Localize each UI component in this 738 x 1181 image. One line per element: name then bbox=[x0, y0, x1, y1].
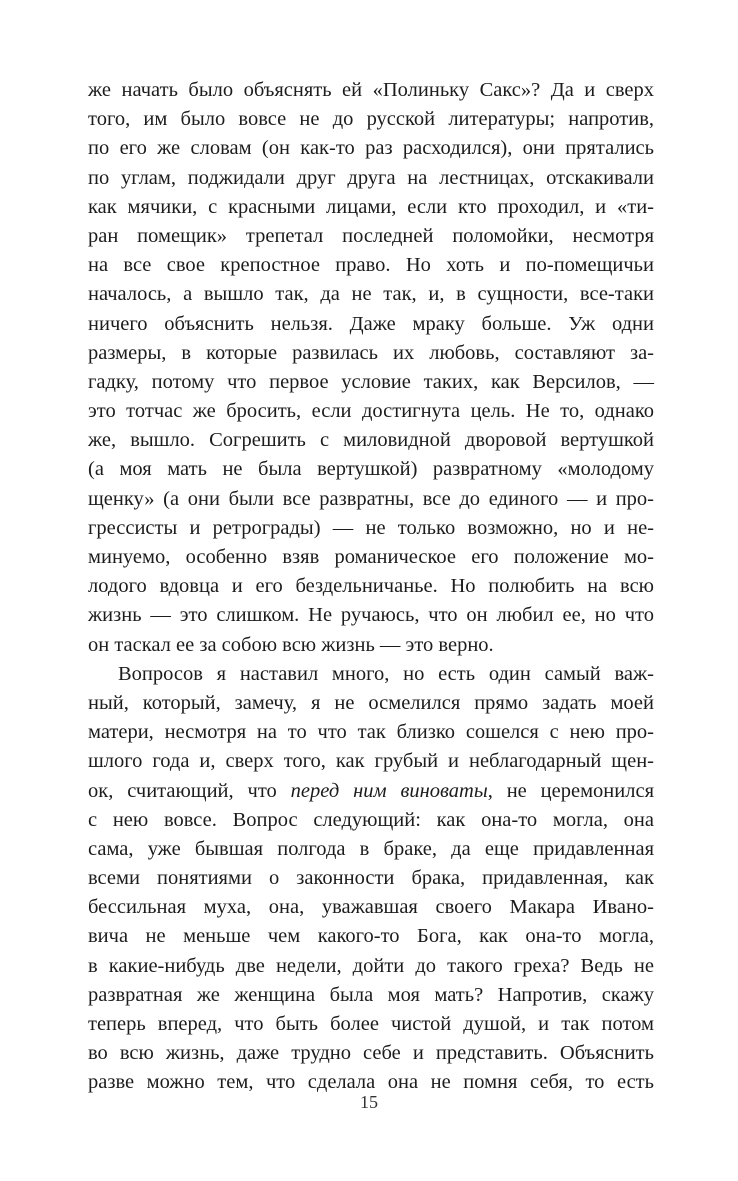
text-line: это тотчас же бросить, если достигнута цель. Не то, однако bbox=[88, 400, 654, 423]
page-number: 15 bbox=[360, 1092, 378, 1112]
text-line: началось, а вышло так, да не так, и, в сущности, все-таки bbox=[88, 283, 654, 306]
text-line: он таскал ее за собою всю жизнь — это верно. bbox=[88, 633, 494, 656]
text-line: вича не меньше чем какого-то Бога, как она-то могла, bbox=[88, 925, 654, 948]
text-segment: , не церемонился bbox=[487, 779, 654, 802]
text-line: же, вышло. Согрешить с миловидной дворовой вертушкой bbox=[88, 429, 654, 452]
text-line: минуемо, особенно взяв романическое его положение мо- bbox=[88, 546, 654, 568]
text-line: по углам, поджидали друг друга на лестницах, отскакивали bbox=[88, 166, 654, 189]
text-line: сама, уже бывшая полгода в браке, да еще придавленная bbox=[88, 837, 654, 860]
text-line: ный, который, замечу, я не осмелился прямо задать моей bbox=[88, 691, 654, 714]
text-segment: ок, считающий, что bbox=[88, 779, 291, 802]
text-line: ран помещик» трепетал последней поломойки, несмотря bbox=[88, 224, 654, 247]
text-line: теперь вперед, что быть более чистой душой, и так потом bbox=[88, 1013, 654, 1035]
text-line: гадку, потому что первое условие таких, как Версилов, — bbox=[88, 370, 654, 393]
paragraph-1 bbox=[88, 76, 654, 660]
text-line: развратная же женщина была моя мать? Напротив, скажу bbox=[88, 983, 654, 1006]
text-line-with-italic bbox=[88, 777, 654, 806]
text-line: грессисты и ретрограды) — не только возможно, но и не- bbox=[88, 516, 654, 539]
text-line: в какие-нибудь две недели, дойти до такого греха? Ведь не bbox=[88, 954, 654, 977]
text-line: разве можно тем, что сделала она не помня себя, то есть bbox=[88, 1071, 654, 1094]
text-line: с нею вовсе. Вопрос следующий: как она-то могла, она bbox=[88, 808, 654, 831]
italic-phrase: перед ним виноваты bbox=[290, 779, 488, 802]
text-line: размеры, в которые развилась их любовь, составляют за- bbox=[88, 341, 654, 364]
text-line: ничего объяснить нельзя. Даже мраку больше. Уж одни bbox=[88, 312, 654, 335]
text-line: щенку» (а они были все развратны, все до единого — и про- bbox=[88, 487, 654, 510]
text-line: же начать было объяснять ей «Полиньку Сакс»? Да и сверх bbox=[88, 79, 654, 101]
text-line: бессильная муха, она, уважавшая своего Макара Ивано- bbox=[88, 896, 654, 919]
text-line: во всю жизнь, даже трудно себе и представить. Объяснить bbox=[88, 1042, 654, 1065]
text-line: лодого вдовца и его бездельничанье. Но полюбить на всю bbox=[88, 575, 654, 598]
text-line: на все свое крепостное право. Но хоть и по-помещичьи bbox=[88, 254, 654, 277]
text-line: матери, несмотря на то что так близко сошелся с нею про- bbox=[88, 721, 654, 744]
text-line: (а моя мать не была вертушкой) развратному «молодому bbox=[88, 458, 654, 481]
body-text bbox=[88, 76, 654, 1098]
text-line: шлого года и, сверх того, как грубый и неблагодарный щен- bbox=[88, 750, 654, 773]
text-line: Вопросов я наставил много, но есть один самый важ- bbox=[118, 662, 654, 685]
text-line: жизнь — это слишком. Не ручаюсь, что он любил ее, но что bbox=[88, 604, 654, 627]
text-line: по его же словам (он как-то раз расходился), они прятались bbox=[88, 137, 654, 160]
text-line: всеми понятиями о законности брака, придавленная, как bbox=[88, 867, 654, 890]
text-line: того, им было вовсе не до русской литературы; напротив, bbox=[88, 108, 654, 131]
text-line: как мячики, с красными лицами, если кто проходил, и «ти- bbox=[88, 195, 654, 218]
paragraph-2 bbox=[88, 660, 654, 1098]
